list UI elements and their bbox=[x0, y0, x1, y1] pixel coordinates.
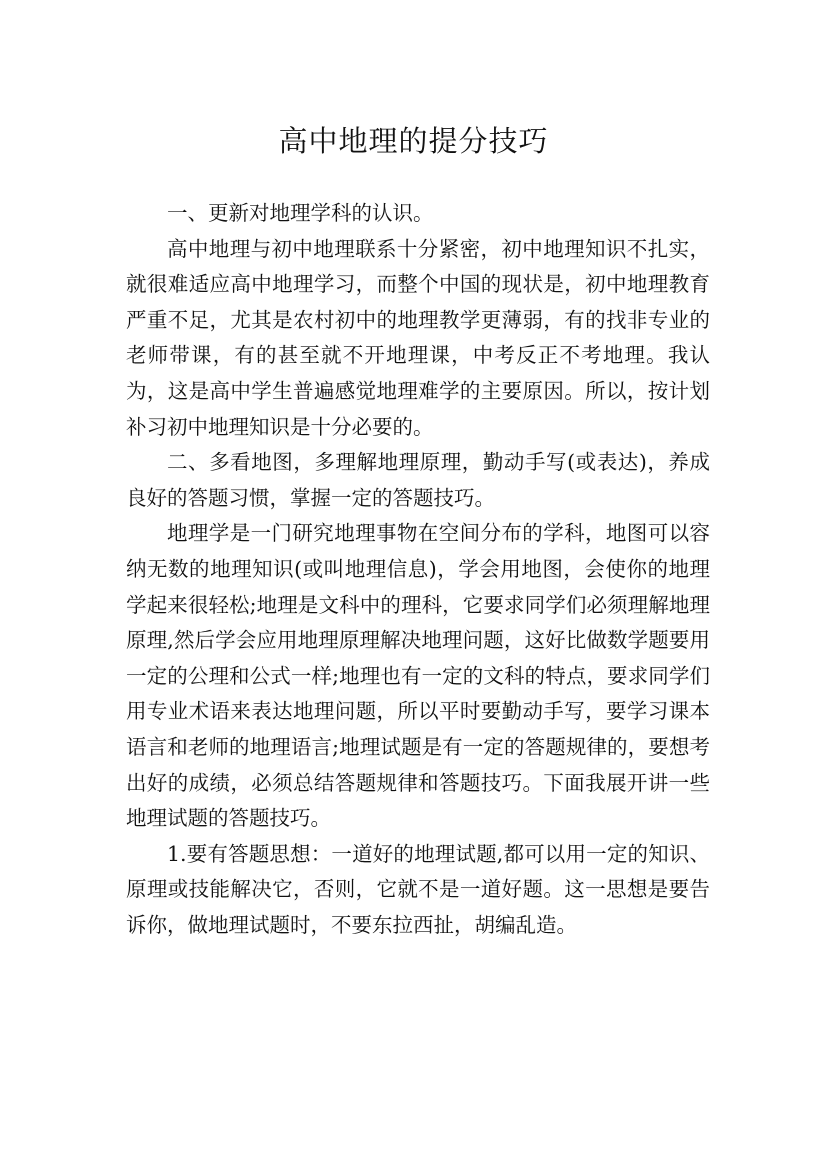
paragraph-tip-1: 1.要有答题思想：一道好的地理试题,都可以用一定的知识、原理或技能解决它，否则，它就不是一道好题。这一思想是要告诉你，做地理试题时，不要东拉西扯，胡编乱造。 bbox=[126, 841, 710, 937]
document-title: 高中地理的提分技巧 bbox=[278, 124, 549, 159]
paragraph-section-1-body: 高中地理与初中地理联系十分紧密，初中地理知识不扎实，就很难适应高中地理学习，而整个中国的现状是，初中地理教育严重不足，尤其是农村初中的地理教学更薄弱，有的找非专业的老师带课，有的甚至就不开地理课，中考反正不考地理。我认为，这是高中学生普遍感觉地理难学的主要原因。所以，按计划补习初中地理知识是十分必要的。 bbox=[126, 236, 710, 439]
document-body bbox=[126, 196, 710, 943]
paragraph-section-2-body: 地理学是一门研究地理事物在空间分布的学科，地图可以容纳无数的地理知识(或叫地理信息)，学会用地图，会使你的地理学起来很轻松;地理是文科中的理科，它要求同学们必须理解地理原理,然后学会应用地理原理解决地理问题，这好比做数学题要用一定的公理和公式一样;地理也有一定的文科的特点，要求同学们用专业术语来表达地理问题，所以平时要勤动手写，要学习课本语言和老师的地理语言;地理试题是有一定的答题规律的，要想考出好的成绩，必须总结答题规律和答题技巧。下面我展开讲一些地理试题的答题技巧。 bbox=[126, 521, 710, 831]
paragraph-section-2-heading: 二、多看地图，多理解地理原理，勤动手写(或表达)，养成良好的答题习惯，掌握一定的答题技巧。 bbox=[126, 450, 710, 510]
paragraph-section-1-heading: 一、更新对地理学科的认识。 bbox=[167, 201, 434, 225]
